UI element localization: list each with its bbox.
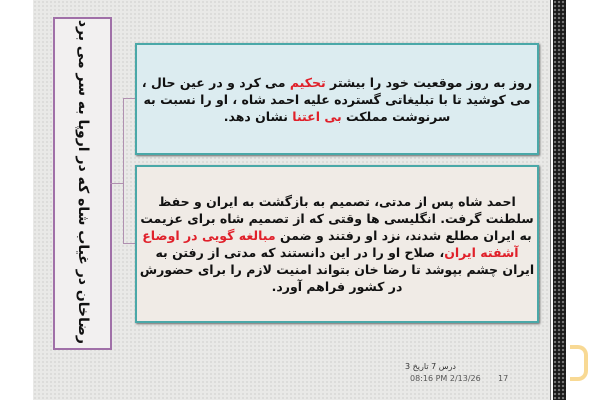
connector-line — [123, 98, 124, 244]
text: نشان دهد. — [223, 108, 293, 124]
text: روز به روز موقعیت خود را بیشتر — [325, 74, 533, 90]
logo-icon — [570, 345, 588, 381]
decorative-strip — [553, 0, 566, 400]
text: احمد شاه پس از مدتی، تصمیم به بازگشت به ایران و حفظ سلطنت گرفت. انگلیسی ها وقتی که از تصمیم شاه برای عزیمت به ایران مطلع شدند، نزد او رفتند و ضمن — [140, 194, 534, 243]
footer-lesson: درس 7 تاریخ 3 — [405, 362, 456, 371]
footer-datetime: 08:16 PM 2/13/26 — [410, 374, 481, 383]
connector-line — [123, 98, 135, 99]
text: می کرد و در عین حال ، می کوشید تا با تبلیغاتی گسترده علیه احمد شاه ، او را نسبت به سرنوشت مملکت — [141, 74, 531, 124]
highlight-text: مبالغه گویی در اوضاع آشفته ایران — [142, 228, 519, 260]
text-box-top — [135, 43, 539, 155]
highlight-text: بی اعتنا — [292, 108, 342, 124]
text-box-bottom-content — [139, 193, 535, 295]
side-title: رضاخان در غیاب شاه که در اروپا به سر می برد — [74, 19, 91, 344]
text: ، صلاح او را در این دانستند که مدتی از رفتن به ایران چشم بپوشد تا رضا خان بتواند امنیت لازم را برای حضورش در کشور فراهم آورد. — [139, 245, 535, 294]
page-number: 17 — [498, 374, 509, 383]
connector-line — [123, 243, 135, 244]
side-title-box — [53, 17, 112, 350]
connector-line — [110, 183, 123, 184]
highlight-text: تحکیم — [289, 74, 326, 90]
divider-line — [550, 0, 551, 400]
text-box-top-content — [139, 74, 535, 125]
text-box-bottom — [135, 165, 539, 323]
